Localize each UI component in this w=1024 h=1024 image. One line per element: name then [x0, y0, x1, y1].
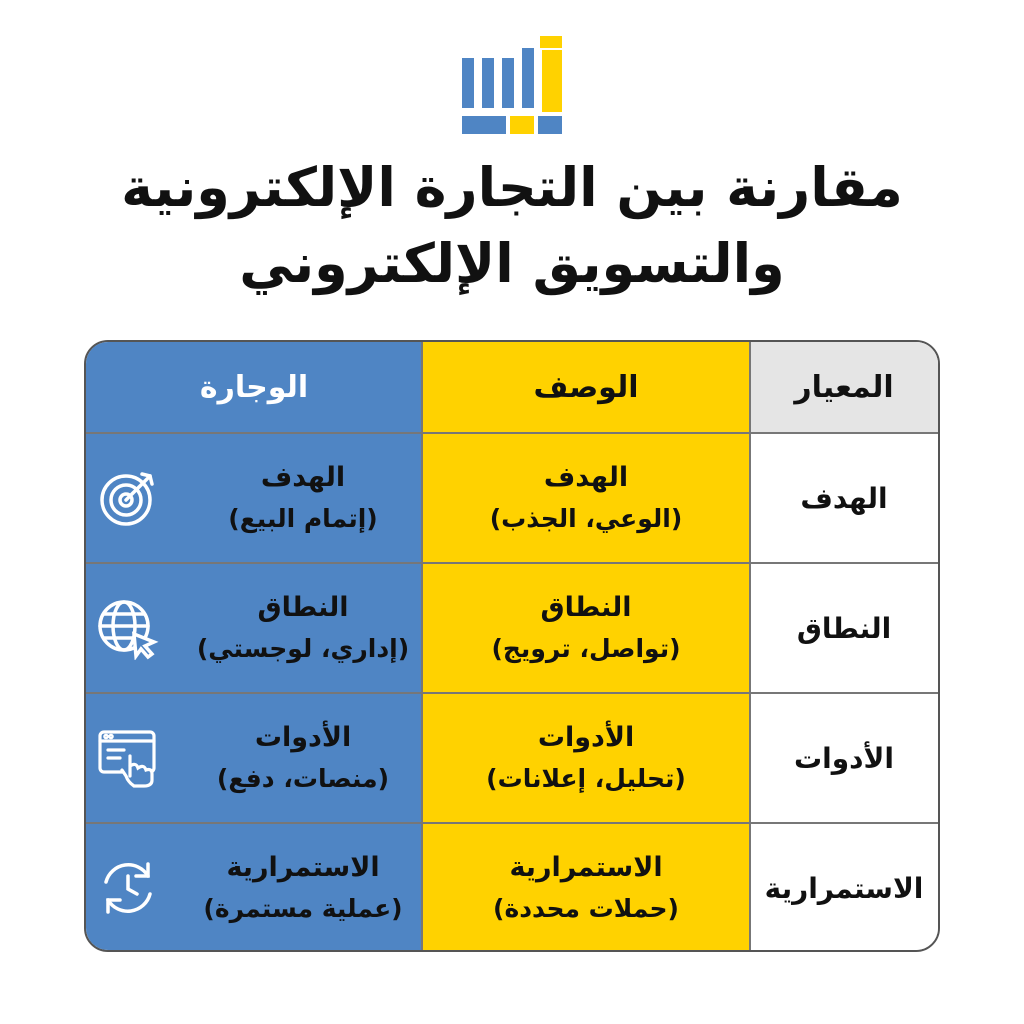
trade-detail: (إداري، لوجستي): [196, 634, 410, 663]
description-cell: [422, 434, 750, 562]
header-description: الوصف: [533, 369, 639, 405]
criterion-cell: الأدوات: [794, 741, 894, 775]
trade-cell: [86, 694, 422, 822]
comparison-table: [84, 340, 940, 952]
trade-detail: (منصات، دفع): [216, 764, 390, 793]
description-cell: [422, 694, 750, 822]
clock-cycle-icon: [96, 856, 160, 920]
trade-detail: (عملية مستمرة): [203, 894, 403, 923]
header-criterion: المعيار: [794, 369, 894, 405]
description-title: الاستمرارية: [509, 852, 663, 883]
trade-detail: (إتمام البيع): [228, 504, 378, 533]
globe-cursor-icon: [96, 596, 160, 660]
trade-cell: [86, 564, 422, 692]
title-line-1: مقارنة بين التجارة الإلكترونية: [121, 156, 903, 219]
criterion-cell: الهدف: [800, 481, 888, 515]
trade-title: الأدوات: [254, 722, 352, 753]
description-title: النطاق: [540, 592, 632, 623]
description-detail: (حملات محددة): [493, 894, 679, 923]
description-title: الهدف: [543, 462, 629, 493]
page-title: [0, 150, 1024, 302]
description-cell: [422, 564, 750, 692]
description-detail: (تواصل، ترويج): [491, 634, 681, 663]
criterion-cell: النطاق: [796, 611, 892, 645]
header-trade: الوجارة: [199, 369, 309, 405]
target-icon: [96, 466, 160, 530]
trade-cell: [86, 434, 422, 562]
criterion-cell: الاستمرارية: [764, 871, 924, 905]
description-cell: [422, 824, 750, 952]
brand-logo: [462, 36, 564, 136]
description-title: الأدوات: [537, 722, 635, 753]
browser-hand-icon: [96, 726, 160, 790]
trade-cell: [86, 824, 422, 952]
description-detail: (تحليل، إعلانات): [486, 764, 686, 793]
trade-title: الهدف: [260, 462, 346, 493]
trade-title: النطاق: [257, 592, 349, 623]
trade-title: الاستمرارية: [226, 852, 380, 883]
description-detail: (الوعي، الجذب): [489, 504, 683, 533]
title-line-2: والتسويق الإلكتروني: [239, 232, 785, 295]
